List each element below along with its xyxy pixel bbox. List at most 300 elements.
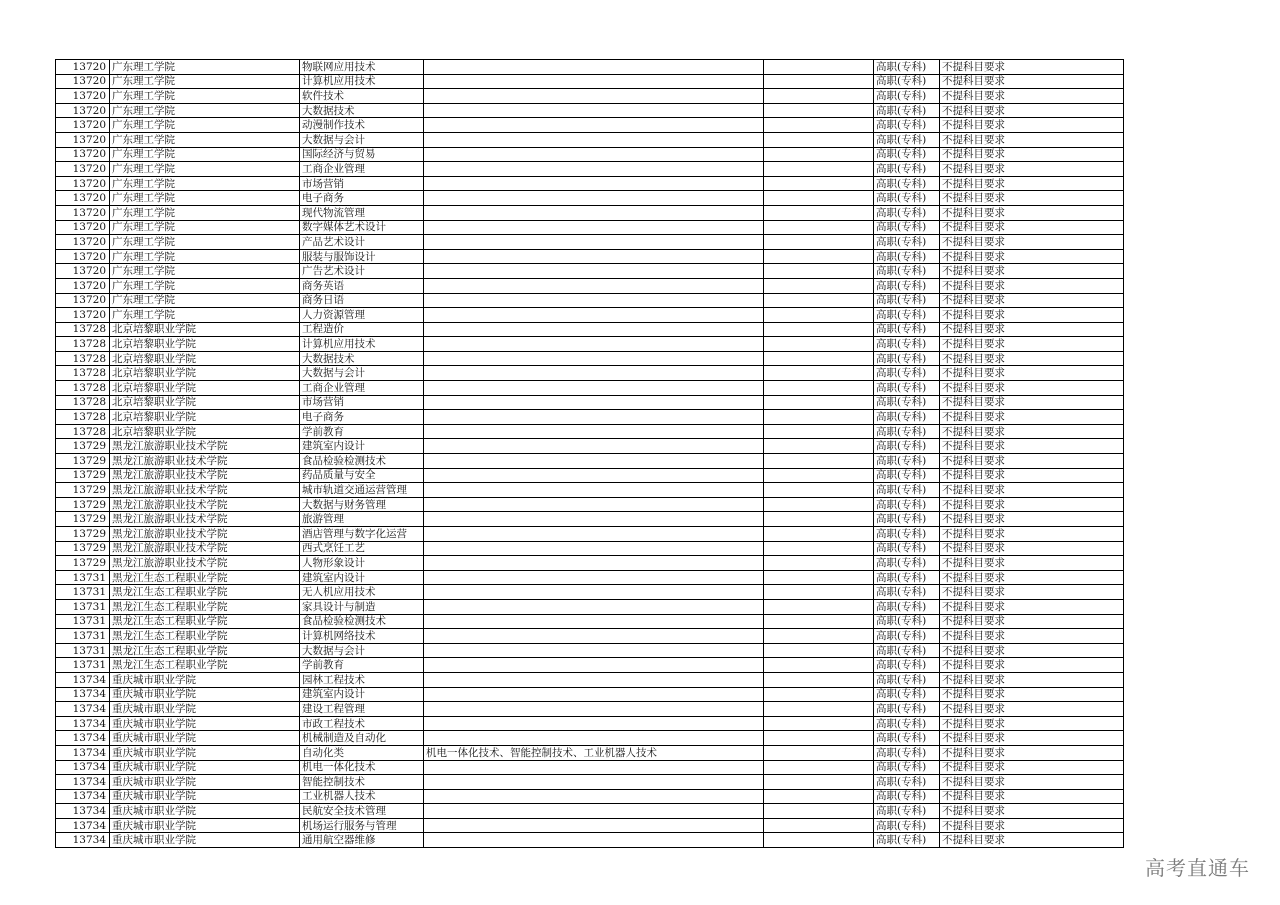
major-name-cell: 大数据技术 bbox=[300, 351, 424, 366]
school-name-cell: 广东理工学院 bbox=[110, 205, 300, 220]
blank-cell bbox=[764, 439, 874, 454]
school-code-cell: 13720 bbox=[56, 264, 110, 279]
school-name-cell: 重庆城市职业学院 bbox=[110, 745, 300, 760]
level-cell: 高职(专科) bbox=[874, 716, 940, 731]
level-cell: 高职(专科) bbox=[874, 789, 940, 804]
subject-requirement-cell: 不提科目要求 bbox=[940, 235, 1124, 250]
school-name-cell: 黑龙江旅游职业技术学院 bbox=[110, 497, 300, 512]
school-code-cell: 13734 bbox=[56, 745, 110, 760]
school-name-cell: 黑龙江生态工程职业学院 bbox=[110, 614, 300, 629]
admission-subject-requirements-table bbox=[55, 59, 1124, 848]
included-majors-cell bbox=[424, 424, 764, 439]
table-row bbox=[56, 570, 1124, 585]
level-cell: 高职(专科) bbox=[874, 381, 940, 396]
blank-cell bbox=[764, 760, 874, 775]
included-majors-cell bbox=[424, 337, 764, 352]
school-name-cell: 北京培黎职业学院 bbox=[110, 424, 300, 439]
subject-requirement-cell: 不提科目要求 bbox=[940, 322, 1124, 337]
school-code-cell: 13734 bbox=[56, 731, 110, 746]
included-majors-cell bbox=[424, 264, 764, 279]
school-name-cell: 重庆城市职业学院 bbox=[110, 775, 300, 790]
table-row bbox=[56, 599, 1124, 614]
school-code-cell: 13734 bbox=[56, 702, 110, 717]
school-name-cell: 广东理工学院 bbox=[110, 118, 300, 133]
level-cell: 高职(专科) bbox=[874, 439, 940, 454]
blank-cell bbox=[764, 118, 874, 133]
school-code-cell: 13729 bbox=[56, 454, 110, 469]
level-cell: 高职(专科) bbox=[874, 220, 940, 235]
table-row bbox=[56, 191, 1124, 206]
school-name-cell: 广东理工学院 bbox=[110, 89, 300, 104]
subject-requirement-cell: 不提科目要求 bbox=[940, 789, 1124, 804]
subject-requirement-cell: 不提科目要求 bbox=[940, 468, 1124, 483]
level-cell: 高职(专科) bbox=[874, 658, 940, 673]
major-name-cell: 工商企业管理 bbox=[300, 162, 424, 177]
table-row bbox=[56, 760, 1124, 775]
table-row bbox=[56, 687, 1124, 702]
school-code-cell: 13720 bbox=[56, 132, 110, 147]
school-code-cell: 13729 bbox=[56, 497, 110, 512]
major-name-cell: 广告艺术设计 bbox=[300, 264, 424, 279]
subject-requirement-cell: 不提科目要求 bbox=[940, 381, 1124, 396]
subject-requirement-cell: 不提科目要求 bbox=[940, 74, 1124, 89]
blank-cell bbox=[764, 74, 874, 89]
major-name-cell: 软件技术 bbox=[300, 89, 424, 104]
school-name-cell: 重庆城市职业学院 bbox=[110, 833, 300, 848]
level-cell: 高职(专科) bbox=[874, 162, 940, 177]
blank-cell bbox=[764, 658, 874, 673]
blank-cell bbox=[764, 804, 874, 819]
school-code-cell: 13720 bbox=[56, 118, 110, 133]
blank-cell bbox=[764, 556, 874, 571]
blank-cell bbox=[764, 702, 874, 717]
level-cell: 高职(专科) bbox=[874, 745, 940, 760]
school-code-cell: 13734 bbox=[56, 789, 110, 804]
level-cell: 高职(专科) bbox=[874, 308, 940, 323]
major-name-cell: 大数据技术 bbox=[300, 103, 424, 118]
blank-cell bbox=[764, 60, 874, 75]
included-majors-cell bbox=[424, 439, 764, 454]
school-code-cell: 13729 bbox=[56, 541, 110, 556]
blank-cell bbox=[764, 176, 874, 191]
level-cell: 高职(专科) bbox=[874, 497, 940, 512]
level-cell: 高职(专科) bbox=[874, 74, 940, 89]
table-row bbox=[56, 468, 1124, 483]
included-majors-cell bbox=[424, 497, 764, 512]
table-row bbox=[56, 483, 1124, 498]
school-code-cell: 13720 bbox=[56, 278, 110, 293]
school-name-cell: 重庆城市职业学院 bbox=[110, 687, 300, 702]
level-cell: 高职(专科) bbox=[874, 629, 940, 644]
table-row bbox=[56, 833, 1124, 848]
blank-cell bbox=[764, 629, 874, 644]
school-name-cell: 广东理工学院 bbox=[110, 220, 300, 235]
school-code-cell: 13720 bbox=[56, 103, 110, 118]
major-name-cell: 西式烹饪工艺 bbox=[300, 541, 424, 556]
level-cell: 高职(专科) bbox=[874, 60, 940, 75]
table-row bbox=[56, 512, 1124, 527]
blank-cell bbox=[764, 162, 874, 177]
school-code-cell: 13731 bbox=[56, 599, 110, 614]
major-name-cell: 计算机网络技术 bbox=[300, 629, 424, 644]
subject-requirement-cell: 不提科目要求 bbox=[940, 745, 1124, 760]
level-cell: 高职(专科) bbox=[874, 585, 940, 600]
blank-cell bbox=[764, 527, 874, 542]
school-code-cell: 13731 bbox=[56, 643, 110, 658]
subject-requirement-cell: 不提科目要求 bbox=[940, 337, 1124, 352]
subject-requirement-cell: 不提科目要求 bbox=[940, 220, 1124, 235]
blank-cell bbox=[764, 308, 874, 323]
major-name-cell: 现代物流管理 bbox=[300, 205, 424, 220]
major-name-cell: 家具设计与制造 bbox=[300, 599, 424, 614]
blank-cell bbox=[764, 264, 874, 279]
school-code-cell: 13734 bbox=[56, 818, 110, 833]
included-majors-cell bbox=[424, 483, 764, 498]
school-code-cell: 13729 bbox=[56, 527, 110, 542]
school-name-cell: 北京培黎职业学院 bbox=[110, 322, 300, 337]
included-majors-cell bbox=[424, 118, 764, 133]
level-cell: 高职(专科) bbox=[874, 176, 940, 191]
table-row bbox=[56, 322, 1124, 337]
subject-requirement-cell: 不提科目要求 bbox=[940, 264, 1124, 279]
included-majors-cell bbox=[424, 351, 764, 366]
table-row bbox=[56, 89, 1124, 104]
table-row bbox=[56, 351, 1124, 366]
subject-requirement-cell: 不提科目要求 bbox=[940, 585, 1124, 600]
major-name-cell: 市场营销 bbox=[300, 395, 424, 410]
school-name-cell: 黑龙江生态工程职业学院 bbox=[110, 585, 300, 600]
blank-cell bbox=[764, 716, 874, 731]
school-name-cell: 北京培黎职业学院 bbox=[110, 351, 300, 366]
included-majors-cell bbox=[424, 614, 764, 629]
blank-cell bbox=[764, 570, 874, 585]
school-name-cell: 北京培黎职业学院 bbox=[110, 381, 300, 396]
table-row bbox=[56, 74, 1124, 89]
school-name-cell: 重庆城市职业学院 bbox=[110, 702, 300, 717]
blank-cell bbox=[764, 541, 874, 556]
table-row bbox=[56, 585, 1124, 600]
subject-requirement-cell: 不提科目要求 bbox=[940, 804, 1124, 819]
level-cell: 高职(专科) bbox=[874, 205, 940, 220]
table-row bbox=[56, 103, 1124, 118]
blank-cell bbox=[764, 410, 874, 425]
school-code-cell: 13734 bbox=[56, 716, 110, 731]
blank-cell bbox=[764, 235, 874, 250]
subject-requirement-cell: 不提科目要求 bbox=[940, 147, 1124, 162]
major-name-cell: 智能控制技术 bbox=[300, 775, 424, 790]
included-majors-cell bbox=[424, 629, 764, 644]
included-majors-cell bbox=[424, 760, 764, 775]
table-row bbox=[56, 118, 1124, 133]
school-code-cell: 13728 bbox=[56, 395, 110, 410]
subject-requirement-cell: 不提科目要求 bbox=[940, 176, 1124, 191]
level-cell: 高职(专科) bbox=[874, 483, 940, 498]
subject-requirement-cell: 不提科目要求 bbox=[940, 570, 1124, 585]
school-code-cell: 13729 bbox=[56, 468, 110, 483]
school-name-cell: 广东理工学院 bbox=[110, 60, 300, 75]
blank-cell bbox=[764, 687, 874, 702]
subject-requirement-cell: 不提科目要求 bbox=[940, 366, 1124, 381]
school-name-cell: 广东理工学院 bbox=[110, 191, 300, 206]
subject-requirement-cell: 不提科目要求 bbox=[940, 103, 1124, 118]
major-name-cell: 工商企业管理 bbox=[300, 381, 424, 396]
table-row bbox=[56, 745, 1124, 760]
included-majors-cell bbox=[424, 162, 764, 177]
included-majors-cell bbox=[424, 716, 764, 731]
table-row bbox=[56, 789, 1124, 804]
major-name-cell: 计算机应用技术 bbox=[300, 337, 424, 352]
major-name-cell: 大数据与会计 bbox=[300, 132, 424, 147]
table-row bbox=[56, 395, 1124, 410]
table-row bbox=[56, 220, 1124, 235]
subject-requirement-cell: 不提科目要求 bbox=[940, 687, 1124, 702]
subject-requirement-cell: 不提科目要求 bbox=[940, 731, 1124, 746]
school-name-cell: 黑龙江旅游职业技术学院 bbox=[110, 527, 300, 542]
included-majors-cell bbox=[424, 556, 764, 571]
major-name-cell: 动漫制作技术 bbox=[300, 118, 424, 133]
blank-cell bbox=[764, 643, 874, 658]
table-row bbox=[56, 804, 1124, 819]
table-row bbox=[56, 731, 1124, 746]
major-name-cell: 人力资源管理 bbox=[300, 308, 424, 323]
school-code-cell: 13729 bbox=[56, 512, 110, 527]
included-majors-cell bbox=[424, 687, 764, 702]
major-name-cell: 商务日语 bbox=[300, 293, 424, 308]
major-name-cell: 建设工程管理 bbox=[300, 702, 424, 717]
included-majors-cell bbox=[424, 731, 764, 746]
blank-cell bbox=[764, 395, 874, 410]
school-name-cell: 黑龙江生态工程职业学院 bbox=[110, 570, 300, 585]
table-row bbox=[56, 439, 1124, 454]
major-name-cell: 食品检验检测技术 bbox=[300, 454, 424, 469]
table-row bbox=[56, 527, 1124, 542]
major-name-cell: 城市轨道交通运营管理 bbox=[300, 483, 424, 498]
table-row bbox=[56, 264, 1124, 279]
subject-requirement-cell: 不提科目要求 bbox=[940, 191, 1124, 206]
school-name-cell: 广东理工学院 bbox=[110, 278, 300, 293]
blank-cell bbox=[764, 103, 874, 118]
major-name-cell: 民航安全技术管理 bbox=[300, 804, 424, 819]
level-cell: 高职(专科) bbox=[874, 322, 940, 337]
school-code-cell: 13720 bbox=[56, 176, 110, 191]
table-row bbox=[56, 366, 1124, 381]
blank-cell bbox=[764, 833, 874, 848]
table-row bbox=[56, 643, 1124, 658]
level-cell: 高职(专科) bbox=[874, 337, 940, 352]
included-majors-cell bbox=[424, 293, 764, 308]
school-code-cell: 13720 bbox=[56, 74, 110, 89]
major-name-cell: 园林工程技术 bbox=[300, 672, 424, 687]
level-cell: 高职(专科) bbox=[874, 118, 940, 133]
school-name-cell: 重庆城市职业学院 bbox=[110, 818, 300, 833]
level-cell: 高职(专科) bbox=[874, 643, 940, 658]
included-majors-cell bbox=[424, 235, 764, 250]
school-name-cell: 黑龙江生态工程职业学院 bbox=[110, 643, 300, 658]
table-row bbox=[56, 629, 1124, 644]
school-code-cell: 13728 bbox=[56, 322, 110, 337]
major-name-cell: 大数据与财务管理 bbox=[300, 497, 424, 512]
subject-requirement-cell: 不提科目要求 bbox=[940, 118, 1124, 133]
level-cell: 高职(专科) bbox=[874, 775, 940, 790]
major-name-cell: 学前教育 bbox=[300, 658, 424, 673]
subject-requirement-cell: 不提科目要求 bbox=[940, 833, 1124, 848]
table-row bbox=[56, 716, 1124, 731]
level-cell: 高职(专科) bbox=[874, 424, 940, 439]
subject-requirement-cell: 不提科目要求 bbox=[940, 527, 1124, 542]
included-majors-cell bbox=[424, 103, 764, 118]
blank-cell bbox=[764, 322, 874, 337]
major-name-cell: 电子商务 bbox=[300, 191, 424, 206]
table-row bbox=[56, 249, 1124, 264]
school-code-cell: 13728 bbox=[56, 410, 110, 425]
major-name-cell: 工业机器人技术 bbox=[300, 789, 424, 804]
school-code-cell: 13720 bbox=[56, 235, 110, 250]
subject-requirement-cell: 不提科目要求 bbox=[940, 497, 1124, 512]
school-name-cell: 重庆城市职业学院 bbox=[110, 672, 300, 687]
table-body bbox=[56, 60, 1124, 848]
blank-cell bbox=[764, 132, 874, 147]
school-name-cell: 广东理工学院 bbox=[110, 103, 300, 118]
blank-cell bbox=[764, 147, 874, 162]
school-name-cell: 黑龙江旅游职业技术学院 bbox=[110, 541, 300, 556]
blank-cell bbox=[764, 278, 874, 293]
level-cell: 高职(专科) bbox=[874, 293, 940, 308]
subject-requirement-cell: 不提科目要求 bbox=[940, 672, 1124, 687]
included-majors-cell bbox=[424, 366, 764, 381]
subject-requirement-cell: 不提科目要求 bbox=[940, 308, 1124, 323]
major-name-cell: 酒店管理与数字化运营 bbox=[300, 527, 424, 542]
school-code-cell: 13728 bbox=[56, 381, 110, 396]
table-row bbox=[56, 235, 1124, 250]
level-cell: 高职(专科) bbox=[874, 614, 940, 629]
subject-requirement-cell: 不提科目要求 bbox=[940, 249, 1124, 264]
included-majors-cell bbox=[424, 147, 764, 162]
school-code-cell: 13731 bbox=[56, 658, 110, 673]
included-majors-cell bbox=[424, 220, 764, 235]
school-code-cell: 13731 bbox=[56, 614, 110, 629]
major-name-cell: 大数据与会计 bbox=[300, 366, 424, 381]
level-cell: 高职(专科) bbox=[874, 804, 940, 819]
included-majors-cell bbox=[424, 278, 764, 293]
table-row bbox=[56, 672, 1124, 687]
subject-requirement-cell: 不提科目要求 bbox=[940, 716, 1124, 731]
subject-requirement-cell: 不提科目要求 bbox=[940, 293, 1124, 308]
included-majors-cell bbox=[424, 702, 764, 717]
school-code-cell: 13720 bbox=[56, 89, 110, 104]
major-name-cell: 计算机应用技术 bbox=[300, 74, 424, 89]
blank-cell bbox=[764, 512, 874, 527]
blank-cell bbox=[764, 89, 874, 104]
school-name-cell: 重庆城市职业学院 bbox=[110, 804, 300, 819]
included-majors-cell bbox=[424, 191, 764, 206]
level-cell: 高职(专科) bbox=[874, 556, 940, 571]
blank-cell bbox=[764, 468, 874, 483]
school-name-cell: 广东理工学院 bbox=[110, 264, 300, 279]
school-name-cell: 北京培黎职业学院 bbox=[110, 410, 300, 425]
blank-cell bbox=[764, 497, 874, 512]
included-majors-cell bbox=[424, 322, 764, 337]
school-code-cell: 13734 bbox=[56, 672, 110, 687]
table-row bbox=[56, 132, 1124, 147]
school-name-cell: 广东理工学院 bbox=[110, 308, 300, 323]
blank-cell bbox=[764, 818, 874, 833]
school-code-cell: 13728 bbox=[56, 351, 110, 366]
subject-requirement-cell: 不提科目要求 bbox=[940, 89, 1124, 104]
level-cell: 高职(专科) bbox=[874, 687, 940, 702]
school-code-cell: 13720 bbox=[56, 220, 110, 235]
included-majors-cell bbox=[424, 527, 764, 542]
included-majors-cell bbox=[424, 132, 764, 147]
level-cell: 高职(专科) bbox=[874, 278, 940, 293]
included-majors-cell bbox=[424, 468, 764, 483]
included-majors-cell bbox=[424, 643, 764, 658]
included-majors-cell bbox=[424, 818, 764, 833]
school-code-cell: 13731 bbox=[56, 629, 110, 644]
school-name-cell: 黑龙江旅游职业技术学院 bbox=[110, 468, 300, 483]
table-row bbox=[56, 497, 1124, 512]
school-name-cell: 黑龙江生态工程职业学院 bbox=[110, 629, 300, 644]
level-cell: 高职(专科) bbox=[874, 818, 940, 833]
level-cell: 高职(专科) bbox=[874, 468, 940, 483]
school-code-cell: 13720 bbox=[56, 293, 110, 308]
included-majors-cell bbox=[424, 512, 764, 527]
school-code-cell: 13731 bbox=[56, 585, 110, 600]
level-cell: 高职(专科) bbox=[874, 702, 940, 717]
table-row bbox=[56, 337, 1124, 352]
school-name-cell: 广东理工学院 bbox=[110, 235, 300, 250]
subject-requirement-cell: 不提科目要求 bbox=[940, 205, 1124, 220]
level-cell: 高职(专科) bbox=[874, 599, 940, 614]
blank-cell bbox=[764, 191, 874, 206]
blank-cell bbox=[764, 220, 874, 235]
major-name-cell: 药品质量与安全 bbox=[300, 468, 424, 483]
included-majors-cell bbox=[424, 74, 764, 89]
included-majors-cell bbox=[424, 599, 764, 614]
major-name-cell: 市场营销 bbox=[300, 176, 424, 191]
school-name-cell: 黑龙江旅游职业技术学院 bbox=[110, 439, 300, 454]
school-name-cell: 广东理工学院 bbox=[110, 74, 300, 89]
table-row bbox=[56, 162, 1124, 177]
table-row bbox=[56, 454, 1124, 469]
blank-cell bbox=[764, 454, 874, 469]
included-majors-cell bbox=[424, 541, 764, 556]
major-name-cell: 通用航空器维修 bbox=[300, 833, 424, 848]
included-majors-cell bbox=[424, 60, 764, 75]
school-name-cell: 北京培黎职业学院 bbox=[110, 337, 300, 352]
level-cell: 高职(专科) bbox=[874, 249, 940, 264]
table-row bbox=[56, 556, 1124, 571]
major-name-cell: 人物形象设计 bbox=[300, 556, 424, 571]
level-cell: 高职(专科) bbox=[874, 570, 940, 585]
subject-requirement-cell: 不提科目要求 bbox=[940, 541, 1124, 556]
table-row bbox=[56, 424, 1124, 439]
level-cell: 高职(专科) bbox=[874, 731, 940, 746]
level-cell: 高职(专科) bbox=[874, 235, 940, 250]
included-majors-cell bbox=[424, 585, 764, 600]
major-name-cell: 学前教育 bbox=[300, 424, 424, 439]
major-name-cell: 数字媒体艺术设计 bbox=[300, 220, 424, 235]
subject-requirement-cell: 不提科目要求 bbox=[940, 483, 1124, 498]
blank-cell bbox=[764, 483, 874, 498]
table-row bbox=[56, 614, 1124, 629]
major-name-cell: 自动化类 bbox=[300, 745, 424, 760]
table-row bbox=[56, 381, 1124, 396]
level-cell: 高职(专科) bbox=[874, 147, 940, 162]
level-cell: 高职(专科) bbox=[874, 351, 940, 366]
level-cell: 高职(专科) bbox=[874, 395, 940, 410]
subject-requirement-cell: 不提科目要求 bbox=[940, 775, 1124, 790]
blank-cell bbox=[764, 381, 874, 396]
